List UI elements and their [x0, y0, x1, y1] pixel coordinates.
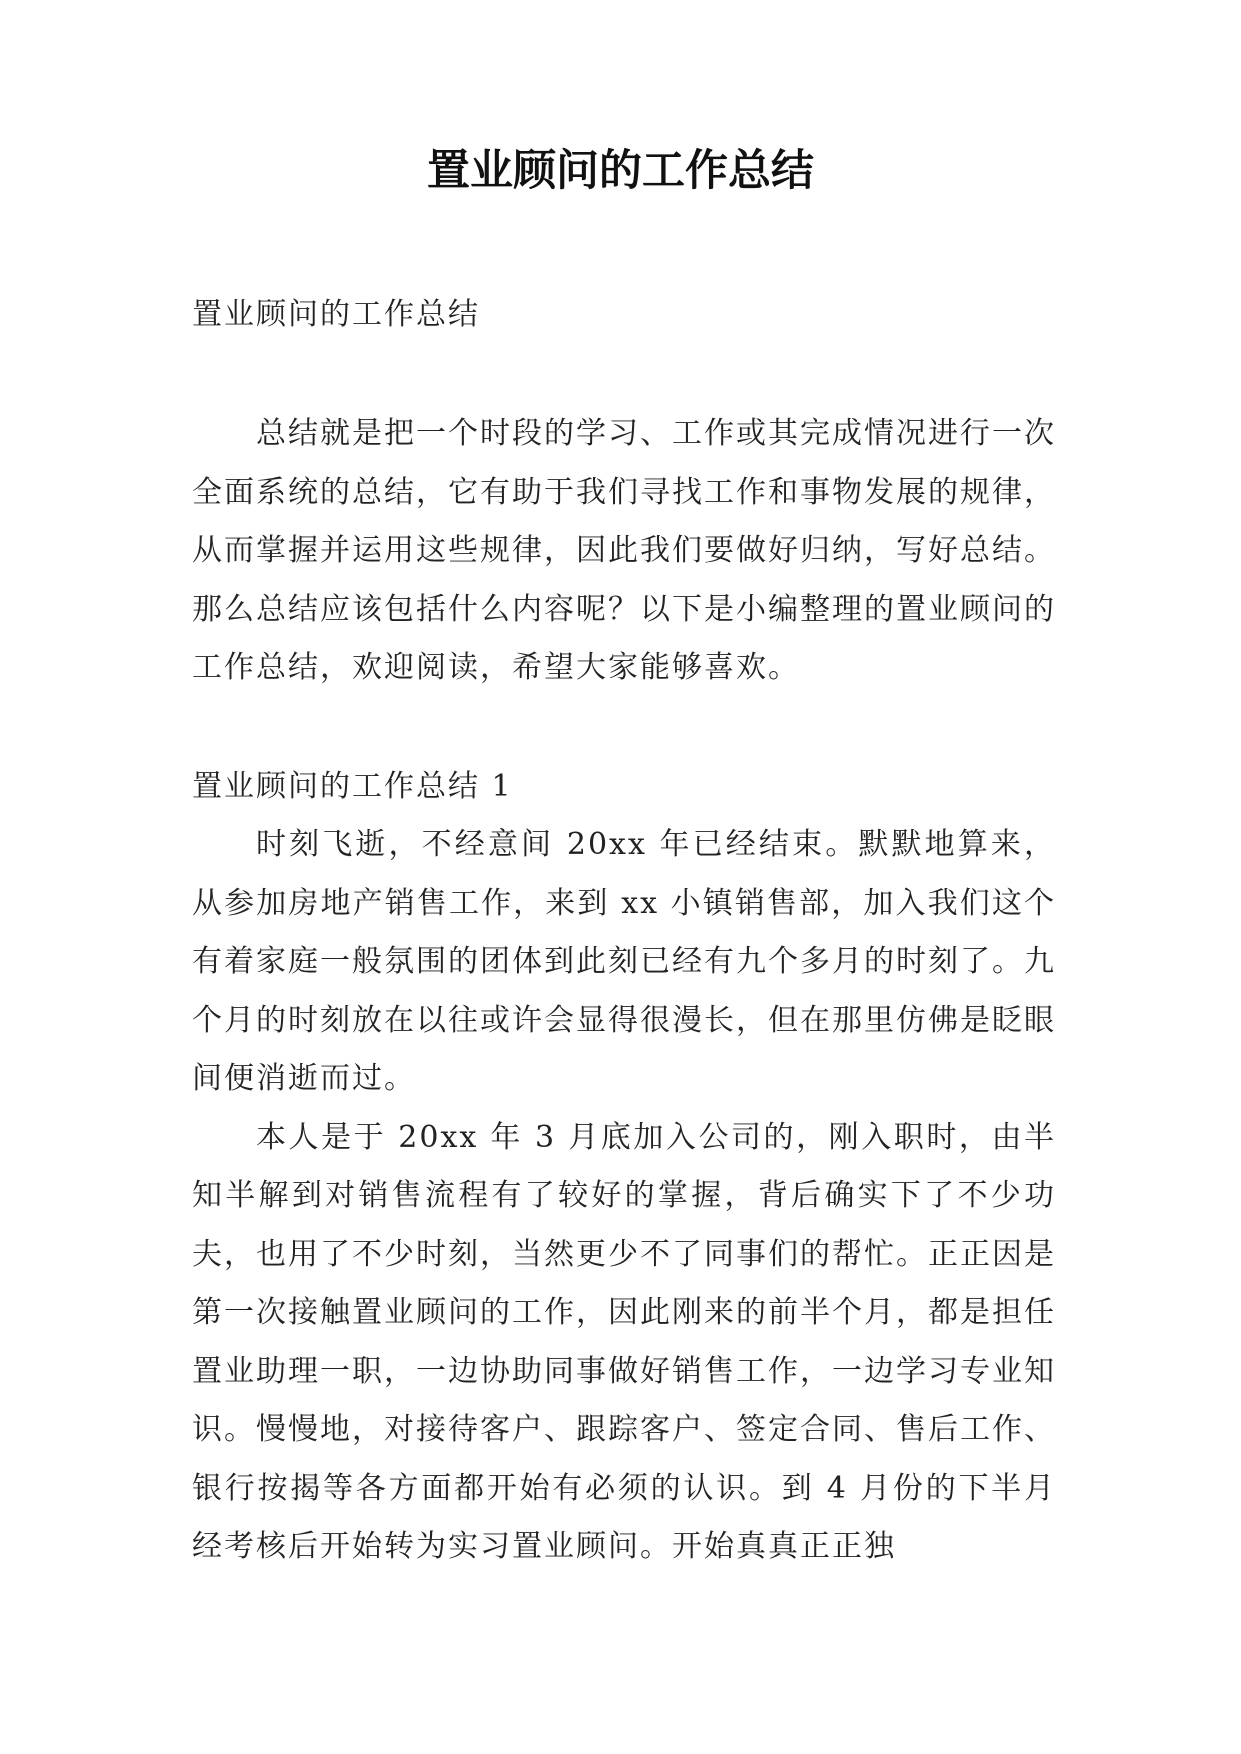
document-subtitle: 置业顾问的工作总结 [192, 297, 480, 332]
body-paragraph: 本人是于 20xx 年 3 月底加入公司的，刚入职时，由半知半解到对销售流程有了较好的掌握，背后确实下了不少功夫，也用了不少时刻，当然更少不了同事们的帮忙。正正因是第一次接触置业顾问的工作，因此刚来的前半个月，都是担任置业助理一职，一边协助同事做好销售工作，一边学习专业知识。慢慢地，对接待客户、跟踪客户、签定合同、售后工作、银行按揭等各方面都开始有必须的认识。到 4 月份的下半月经考核后开始转为实习置业顾问。开始真真正正独 [192, 1119, 1056, 1564]
document-body [192, 285, 1056, 1577]
document-title: 置业顾问的工作总结 [427, 146, 814, 196]
intro-paragraph: 总结就是把一个时段的学习、工作或其完成情况进行一次全面系统的总结，它有助于我们寻找工作和事物发展的规律，从而掌握并运用这些规律，因此我们要做好归纳，写好总结。那么总结应该包括什么内容呢？以下是小编整理的置业顾问的工作总结，欢迎阅读，希望大家能够喜欢。 [192, 416, 1056, 685]
section-heading: 置业顾问的工作总结 1 [192, 768, 513, 804]
body-paragraph: 时刻飞逝，不经意间 20xx 年已经结束。默默地算来，从参加房地产销售工作，来到 xx 小镇销售部，加入我们这个有着家庭一般氛围的团体到此刻已经有九个多月的时刻了。九个月的时刻放在以往或许会显得很漫长，但在那里仿佛是眨眼间便消逝而过。 [192, 827, 1056, 1096]
